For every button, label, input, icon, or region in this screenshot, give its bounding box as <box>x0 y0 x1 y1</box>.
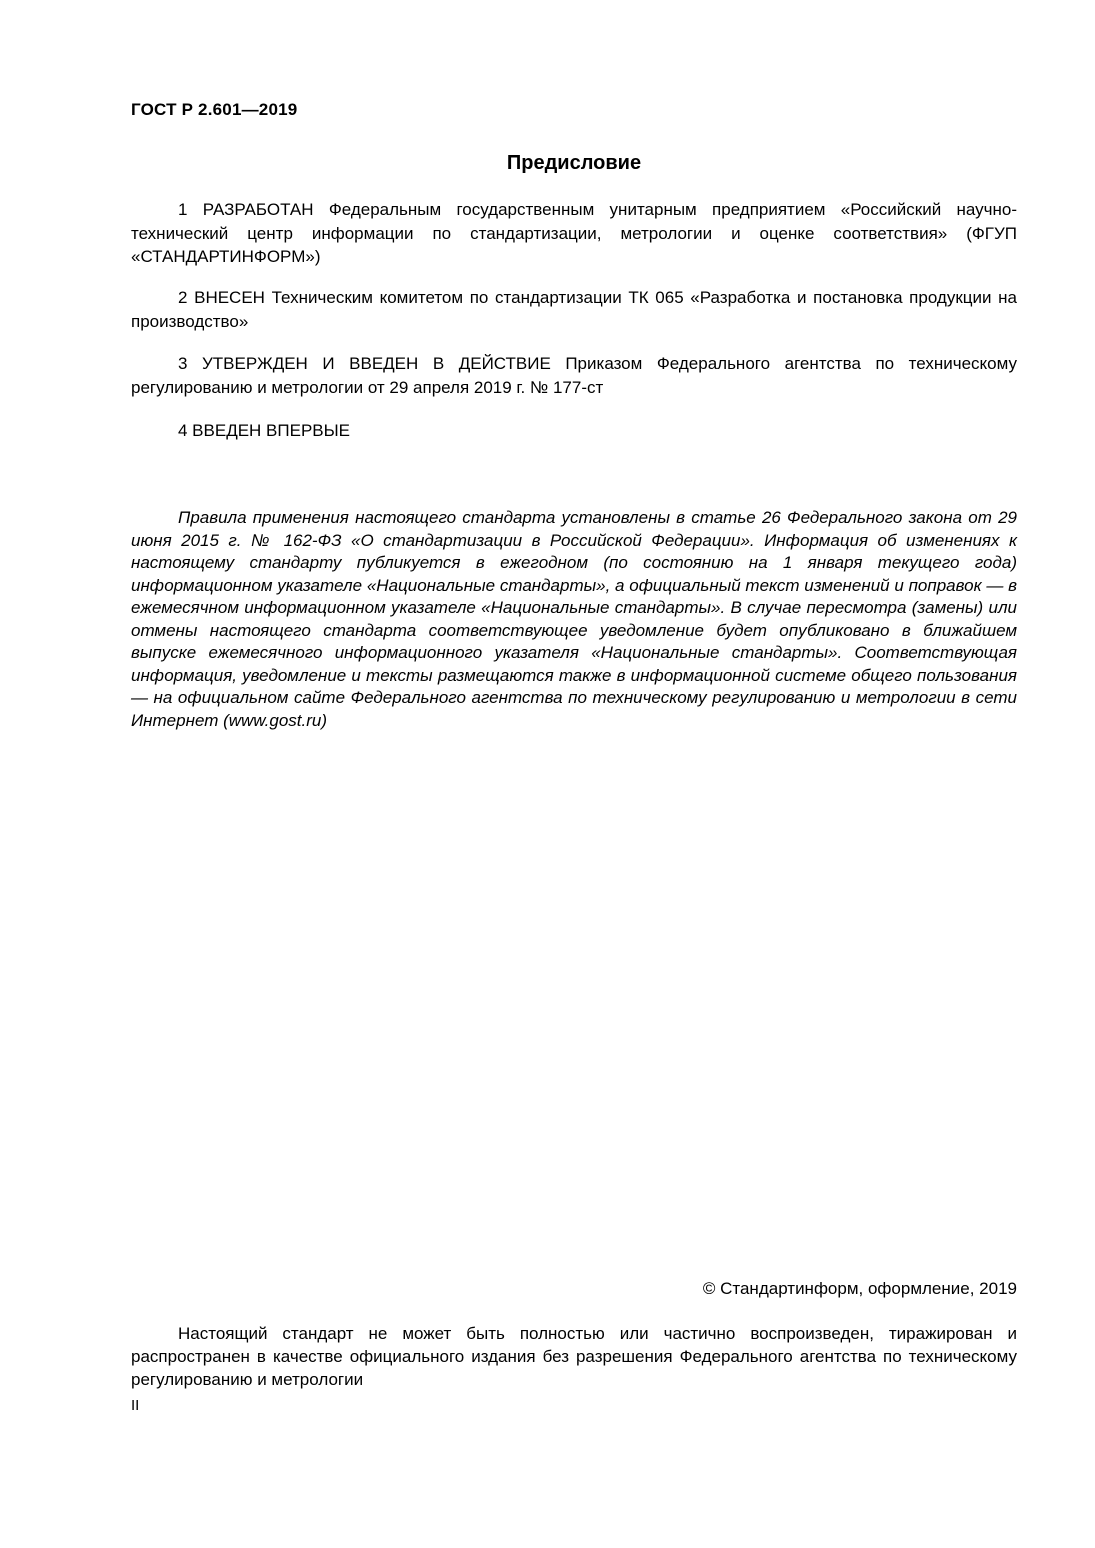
reproduction-notice: Настоящий стандарт не может быть полностью или частично воспроизведен, тиражирован и распространен в качестве официального издания без разрешения Федерального агентства по техническому регулированию и метрологии <box>131 1324 1017 1389</box>
application-rules-notice: Правила применения настоящего стандарта установлены в статье 26 Федерального закона от 29 июня 2015 г. № 162-ФЗ «О стандартизации в Российской Федерации». Информация об изменениях к настоящему стандарту публикуется в ежегодном (по состоянию на 1 января текущего года) информационном указателе «Национальные стандарты», а официальный текст изменений и поправок — в ежемесячном информационном указателе «Национальные стандарты». В случае пересмотра (замены) или отмены настоящего стандарта соответствующее уведомление будет опубликовано в ближайшем выпуске ежемесячного информационного указателя «Национальные стандарты». Соответствующая информация, уведомление и тексты размещаются также в информационной системе общего пользования — на официальном сайте Федерального агентства по техническому регулированию и метрологии в сети Интернет (www.gost.ru) <box>131 508 1017 730</box>
foreword-item-1: 1 РАЗРАБОТАН Федеральным государственным унитарным предприятием «Российский научно-технический центр информации по стандартизации, метрологии и оценке соответствия» (ФГУП «СТАНДАРТИНФОРМ») <box>131 200 1017 266</box>
foreword-item-3: 3 УТВЕРЖДЕН И ВВЕДЕН В ДЕЙСТВИЕ Приказом Федерального агентства по техническому регулированию и метрологии от 29 апреля 2019 г. № 177-ст <box>131 354 1017 397</box>
foreword-item-4: 4 ВВЕДЕН ВПЕРВЫЕ <box>178 421 351 440</box>
foreword-item-2: 2 ВНЕСЕН Техническим комитетом по стандартизации ТК 065 «Разработка и постановка продукции на производство» <box>131 288 1017 331</box>
section-title: Предисловие <box>506 152 642 174</box>
page-number: II <box>131 1397 140 1414</box>
copyright-line: © Стандартинформ, оформление, 2019 <box>702 1279 1017 1298</box>
document-code: ГОСТ Р 2.601—2019 <box>131 100 298 119</box>
